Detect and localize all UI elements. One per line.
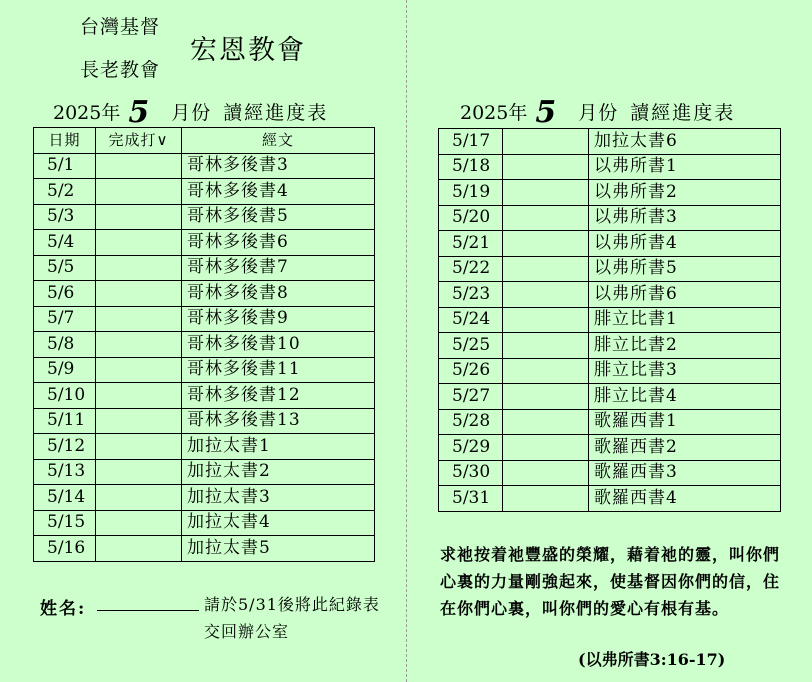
table-row <box>34 357 375 383</box>
completion-checkbox-cell[interactable] <box>96 383 182 409</box>
scripture-cell: 以弗所書5 <box>589 256 781 282</box>
scripture-cell: 哥林多後書6 <box>182 230 375 256</box>
scripture-cell: 哥林多後書8 <box>182 281 375 307</box>
scripture-cell: 以弗所書1 <box>589 154 781 180</box>
completion-checkbox-cell[interactable] <box>503 180 589 206</box>
church-denomination-line2: 長老教會 <box>80 59 161 81</box>
completion-checkbox-cell[interactable] <box>96 306 182 332</box>
scripture-cell: 腓立比書2 <box>589 333 781 359</box>
table-row <box>439 460 781 486</box>
date-cell: 5/14 <box>34 485 96 511</box>
completion-checkbox-cell[interactable] <box>96 510 182 536</box>
completion-checkbox-cell[interactable] <box>503 460 589 486</box>
scripture-cell: 哥林多後書10 <box>182 332 375 358</box>
scripture-cell: 哥林多後書11 <box>182 357 375 383</box>
date-cell: 5/25 <box>439 333 503 359</box>
table-row <box>439 205 781 231</box>
table-row <box>439 180 781 206</box>
table-row <box>439 384 781 410</box>
scripture-cell: 加拉太書1 <box>182 434 375 460</box>
table-row <box>439 333 781 359</box>
reading-schedule-table-right <box>438 128 781 512</box>
title-description: 讀經進度表 <box>223 102 329 124</box>
title-description: 讀經進度表 <box>630 102 736 124</box>
column-header-check: 完成打∨ <box>96 128 182 154</box>
reading-schedule-table-left <box>33 127 375 562</box>
scripture-cell: 腓立比書4 <box>589 384 781 410</box>
table-row <box>34 306 375 332</box>
scripture-cell: 加拉太書3 <box>182 485 375 511</box>
table-row <box>439 256 781 282</box>
completion-checkbox-cell[interactable] <box>503 384 589 410</box>
table-row <box>439 129 781 155</box>
table-row <box>34 434 375 460</box>
table-header-row <box>34 128 375 154</box>
table-row <box>439 358 781 384</box>
table-row <box>34 383 375 409</box>
scripture-cell: 哥林多後書5 <box>182 204 375 230</box>
scripture-cell: 哥林多後書12 <box>182 383 375 409</box>
scripture-cell: 以弗所書4 <box>589 231 781 257</box>
scripture-cell: 以弗所書3 <box>589 205 781 231</box>
completion-checkbox-cell[interactable] <box>96 434 182 460</box>
column-header-date: 日期 <box>34 128 96 154</box>
return-instruction: 請於5/31後將此紀錄表交回辦公室 <box>204 595 380 641</box>
schedule-title-right <box>460 95 735 130</box>
date-cell: 5/13 <box>34 459 96 485</box>
date-cell: 5/3 <box>34 204 96 230</box>
completion-checkbox-cell[interactable] <box>96 536 182 562</box>
title-year: 2025年 <box>53 102 121 124</box>
scripture-cell: 加拉太書6 <box>589 129 781 155</box>
church-name: 宏恩教會 <box>190 35 306 66</box>
table-row <box>34 408 375 434</box>
completion-checkbox-cell[interactable] <box>503 358 589 384</box>
title-month-suffix: 月份 <box>578 102 619 124</box>
table-row <box>34 255 375 281</box>
scripture-cell: 加拉太書4 <box>182 510 375 536</box>
table-row <box>439 409 781 435</box>
scripture-cell: 哥林多後書9 <box>182 306 375 332</box>
scripture-cell: 哥林多後書3 <box>182 153 375 179</box>
schedule-title-left <box>53 95 328 130</box>
completion-checkbox-cell[interactable] <box>503 129 589 155</box>
completion-checkbox-cell[interactable] <box>503 435 589 461</box>
scripture-cell: 以弗所書2 <box>589 180 781 206</box>
date-cell: 5/7 <box>34 306 96 332</box>
table-row <box>34 510 375 536</box>
completion-checkbox-cell[interactable] <box>96 204 182 230</box>
completion-checkbox-cell[interactable] <box>96 485 182 511</box>
table-row <box>439 435 781 461</box>
title-month-number: 5 <box>128 95 150 130</box>
scripture-cell: 歌羅西書2 <box>589 435 781 461</box>
completion-checkbox-cell[interactable] <box>503 231 589 257</box>
date-cell: 5/8 <box>34 332 96 358</box>
completion-checkbox-cell[interactable] <box>503 486 589 512</box>
table-row <box>34 536 375 562</box>
completion-checkbox-cell[interactable] <box>96 179 182 205</box>
scripture-cell: 腓立比書1 <box>589 307 781 333</box>
scripture-cell: 哥林多後書7 <box>182 255 375 281</box>
scripture-cell: 加拉太書5 <box>182 536 375 562</box>
table-row <box>439 282 781 308</box>
completion-checkbox-cell[interactable] <box>96 357 182 383</box>
completion-checkbox-cell[interactable] <box>503 205 589 231</box>
date-cell: 5/31 <box>439 486 503 512</box>
church-denomination-line1: 台灣基督 <box>80 16 161 38</box>
table-row <box>34 459 375 485</box>
date-cell: 5/10 <box>34 383 96 409</box>
table-row <box>439 154 781 180</box>
bible-verse-reference: (以弗所書3:16-17) <box>578 650 726 669</box>
title-month-suffix: 月份 <box>171 102 212 124</box>
table-row <box>34 485 375 511</box>
scripture-cell: 哥林多後書13 <box>182 408 375 434</box>
table-row <box>439 307 781 333</box>
table-row <box>34 204 375 230</box>
date-cell: 5/24 <box>439 307 503 333</box>
table-row <box>34 281 375 307</box>
column-header-scripture: 經文 <box>182 128 375 154</box>
completion-checkbox-cell[interactable] <box>96 153 182 179</box>
completion-checkbox-cell[interactable] <box>96 281 182 307</box>
completion-checkbox-cell[interactable] <box>96 230 182 256</box>
scripture-cell: 歌羅西書1 <box>589 409 781 435</box>
date-cell: 5/23 <box>439 282 503 308</box>
date-cell: 5/16 <box>34 536 96 562</box>
date-cell: 5/27 <box>439 384 503 410</box>
date-cell: 5/4 <box>34 230 96 256</box>
date-cell: 5/11 <box>34 408 96 434</box>
date-cell: 5/17 <box>439 129 503 155</box>
table-row <box>34 179 375 205</box>
date-cell: 5/9 <box>34 357 96 383</box>
table-row <box>439 486 781 512</box>
date-cell: 5/6 <box>34 281 96 307</box>
title-month-number: 5 <box>535 95 557 130</box>
date-cell: 5/26 <box>439 358 503 384</box>
name-label: 姓名: <box>40 599 87 619</box>
completion-checkbox-cell[interactable] <box>503 409 589 435</box>
date-cell: 5/1 <box>34 153 96 179</box>
scripture-cell: 歌羅西書3 <box>589 460 781 486</box>
completion-checkbox-cell[interactable] <box>503 282 589 308</box>
completion-checkbox-cell[interactable] <box>503 333 589 359</box>
date-cell: 5/28 <box>439 409 503 435</box>
date-cell: 5/18 <box>439 154 503 180</box>
table-row <box>34 332 375 358</box>
date-cell: 5/20 <box>439 205 503 231</box>
completion-checkbox-cell[interactable] <box>503 154 589 180</box>
completion-checkbox-cell[interactable] <box>96 408 182 434</box>
scripture-cell: 加拉太書2 <box>182 459 375 485</box>
completion-checkbox-cell[interactable] <box>503 307 589 333</box>
page-divider <box>406 0 407 682</box>
scripture-cell: 哥林多後書4 <box>182 179 375 205</box>
completion-checkbox-cell[interactable] <box>96 459 182 485</box>
date-cell: 5/22 <box>439 256 503 282</box>
completion-checkbox-cell[interactable] <box>503 256 589 282</box>
date-cell: 5/19 <box>439 180 503 206</box>
scripture-cell: 以弗所書6 <box>589 282 781 308</box>
date-cell: 5/21 <box>439 231 503 257</box>
completion-checkbox-cell[interactable] <box>96 332 182 358</box>
date-cell: 5/29 <box>439 435 503 461</box>
title-year: 2025年 <box>460 102 528 124</box>
date-cell: 5/2 <box>34 179 96 205</box>
date-cell: 5/30 <box>439 460 503 486</box>
date-cell: 5/15 <box>34 510 96 536</box>
scripture-cell: 腓立比書3 <box>589 358 781 384</box>
date-cell: 5/12 <box>34 434 96 460</box>
completion-checkbox-cell[interactable] <box>96 255 182 281</box>
table-row <box>34 153 375 179</box>
scripture-cell: 歌羅西書4 <box>589 486 781 512</box>
name-input-line[interactable] <box>97 610 199 611</box>
table-row <box>34 230 375 256</box>
table-row <box>439 231 781 257</box>
bible-verse: 求祂按着祂豐盛的榮耀，藉着祂的靈，叫你們心裏的力量剛強起來，使基督因你們的信，住在你們心裏，叫你們的愛心有根有基。 <box>440 545 781 618</box>
date-cell: 5/5 <box>34 255 96 281</box>
